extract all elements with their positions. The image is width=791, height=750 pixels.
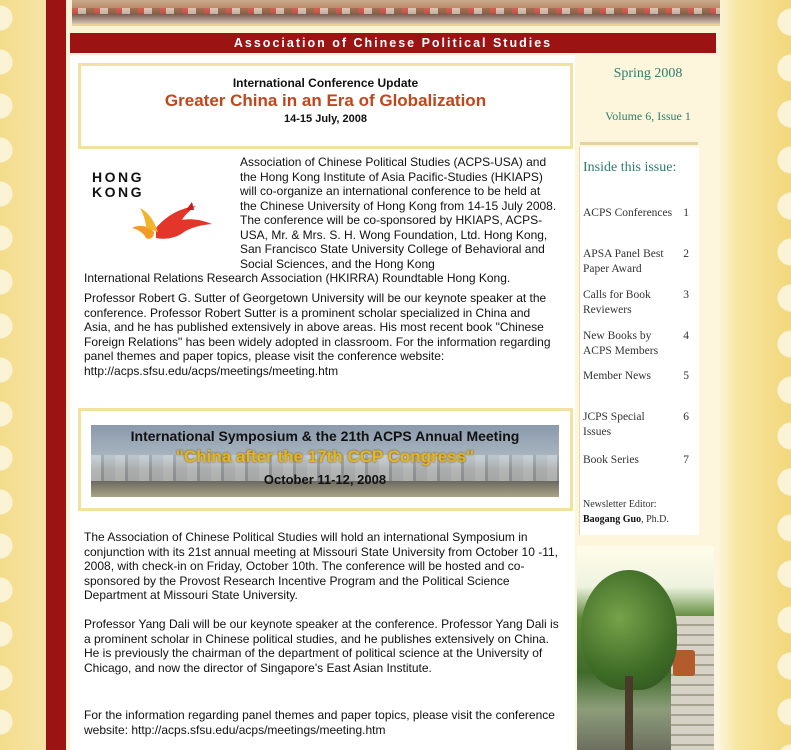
toc-item[interactable] [583,247,695,277]
conference-paragraph-1: Association of Chinese Political Studies (ACPS-USA) and the Hong Kong Institute of Asia Pacific-Studies (HKIAPS) will co-organize an international conference to be held at the Chinese University of Hong Kong from 14-15 July 2008. The conference will be co-sponsored by HKIAPS, ACPS-USA, Mr. & Mrs. S. H. Wong Foundation, Ltd. Hong Kong, San Francisco State University College of Behavioral and Social Sciences, and the Hong Kong [240,155,557,271]
editor-label: Newsletter Editor: [583,499,657,510]
right-decorative-band [720,0,791,750]
toc-item-label: APSA Panel Best Paper Award [583,248,664,275]
conference-header-box [78,63,573,149]
editor-name: Baogang Guo [583,514,642,525]
hong-kong-logo [88,170,218,242]
toc-item-page: 5 [683,370,689,382]
conference-kicker: International Conference Update [232,76,419,90]
left-decorative-band [0,0,74,750]
symposium-paragraph-1: The Association of Chinese Political Studies will hold an international Symposium in conjunction with its 21st annual meeting at Missouri State University from October 10 -11, 2008, with check-in on Friday, October 10th. The conference will be hosted and co-sponsored by the Provost Research Incentive Program and the Political Science Department at Missouri State University. [84,530,558,602]
symposium-banner-image [91,425,559,497]
toc-item[interactable] [583,369,695,384]
toc-item[interactable] [583,288,695,318]
symposium-banner-box [78,408,573,511]
toc-item-page: 7 [683,454,689,466]
dragon-icon [88,198,218,242]
banner-title: International Symposium & the 21th ACPS Annual Meeting [130,428,520,444]
university-seal-icon [673,650,695,676]
banner-theme: "China after the 17th CCP Congress" [175,447,475,466]
logo-word-2: KONG [92,184,144,200]
symposium-paragraph-3: For the information regarding panel themes and paper topics, please visit the conference website: http://acps.sfsu.edu/acps/meetings/meeting.htm [84,708,555,737]
symposium-paragraph-2: Professor Yang Dali will be our keynote speaker at the conference. Professor Yang Dali is a prominent scholar in Chinese political studies, and he publishes extensively on China. He is previously the chairman of the department of political science at the University of Chicago, and now the director of Singapore's East Asian Institute. [84,617,559,675]
header-photo-strip [72,0,720,26]
conference-paragraph-1-tail: International Relations Research Association (HKIRRA) Roundtable Hong Kong. [84,271,511,285]
issue-volume: Volume 6, Issue 1 [605,109,691,123]
toc-item-label: New Books by ACPS Members [583,330,659,357]
conference-paragraph-2: Professor Robert G. Sutter of Georgetown University will be our keynote speaker at the conference. Professor Robert Sutter is a prominent scholar specialized in China and Asia, and he has published extensively in above areas. His most recent book "Chinese Foreign Relations" has been widely adopted in classroom. For the information regarding panel themes and paper topics, please visit the conference website: http://acps.sfsu.edu/acps/meetings/meeting.htm [84,291,551,378]
inside-this-issue-title: Inside this issue: [583,160,677,175]
logo-word-1: HONG [92,169,144,185]
newsletter-title-bar: Association of Chinese Political Studies [70,33,716,53]
issue-season: Spring 2008 [613,66,683,81]
toc-item-page: 3 [683,289,689,301]
toc-item-label: JCPS Special Issues [583,411,645,438]
newsletter-editor [583,497,698,527]
left-red-stripe [46,0,66,750]
photo-tree [581,570,677,690]
sidebar-divider [580,142,698,145]
toc-item[interactable] [583,410,695,440]
toc-item-label: ACPS Conferences [583,207,673,219]
toc-item-page: 2 [683,248,689,260]
editor-suffix: , Ph.D. [641,514,669,525]
conference-headline: Greater China in an Era of Globalization [164,91,487,110]
toc-item-page: 6 [683,411,689,423]
campus-photo [577,546,714,750]
toc-item-label: Member News [583,370,652,382]
toc-item-label: Book Series [583,454,639,466]
toc-item-label: Calls for Book Reviewers [583,289,651,316]
banner-dates: October 11-12, 2008 [263,472,387,487]
conference-dates: 14-15 July, 2008 [284,113,367,125]
photo-tree-trunk [625,676,633,750]
toc-item[interactable] [583,329,695,359]
toc-item-page: 4 [683,330,689,342]
photo-building [671,616,714,750]
toc-item[interactable] [583,206,695,221]
toc-item[interactable] [583,453,695,468]
toc-item-page: 1 [683,207,689,219]
